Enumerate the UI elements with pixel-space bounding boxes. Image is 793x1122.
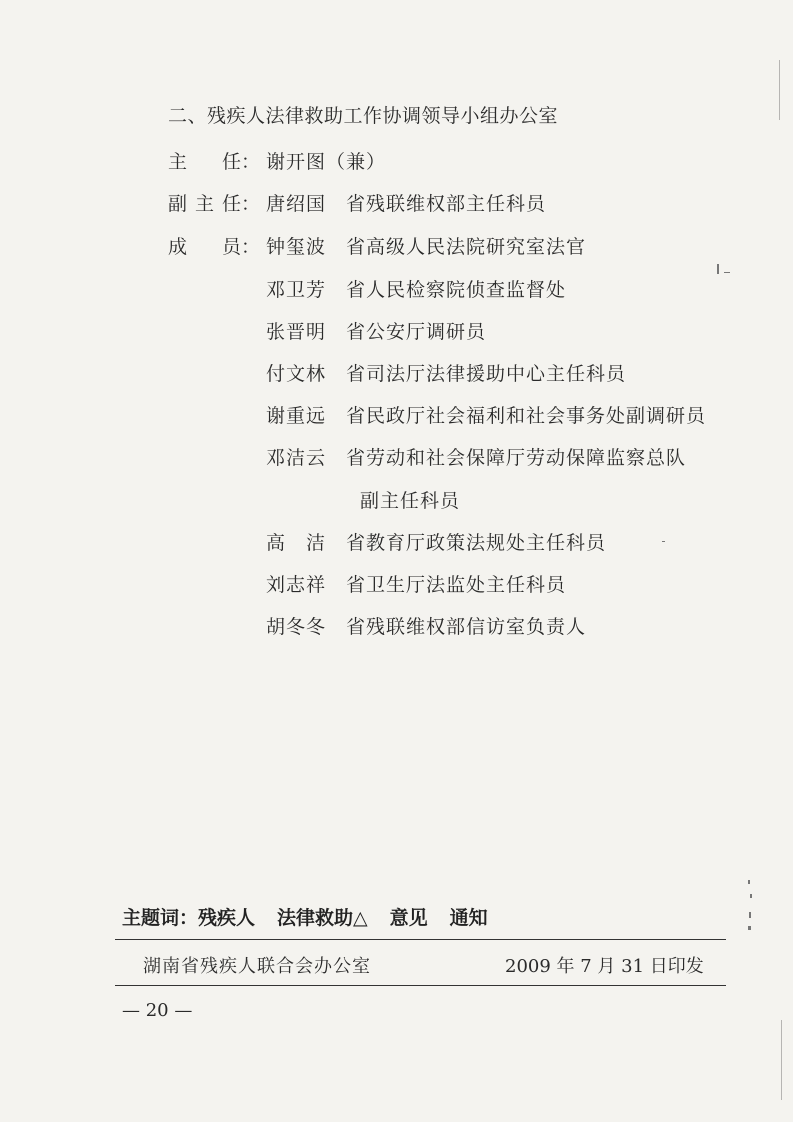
scan-speck <box>749 912 751 918</box>
member-name: 刘志祥 <box>266 574 327 596</box>
scan-speck <box>750 894 752 898</box>
member-duty: 省人民检察院侦查监督处 <box>346 279 567 301</box>
role-char: 成 <box>168 236 188 258</box>
role-char: 主 <box>168 151 188 173</box>
members-role-label <box>168 232 260 259</box>
footer-rule-top <box>115 939 726 940</box>
deputy-director-name: 唐绍国 <box>266 193 327 215</box>
member-name: 谢重远 <box>266 405 327 427</box>
section-title: 二、残疾人法律救助工作协调领导小组办公室 <box>168 105 559 127</box>
role-char: 员： <box>221 236 260 258</box>
member-name: 付文林 <box>266 363 327 385</box>
keyword: 通知 <box>449 907 488 929</box>
keyword: 残疾人 <box>198 907 256 929</box>
member-duty: 省残联维权部信访室负责人 <box>346 616 587 638</box>
role-char: 主 <box>194 193 214 215</box>
deputy-director-role-label <box>168 189 260 216</box>
member-name: 胡冬冬 <box>266 616 327 638</box>
director-role-label <box>168 147 260 174</box>
member-name: 张晋明 <box>266 321 327 343</box>
director-name: 谢开图（兼） <box>266 151 387 173</box>
member-duty: 省公安厅调研员 <box>346 321 487 343</box>
keywords-label: 主题词： <box>122 907 199 929</box>
member-name: 邓洁云 <box>266 447 327 469</box>
scan-speck <box>781 1020 782 1100</box>
member-duty: 省司法厅法律援助中心主任科员 <box>346 363 627 385</box>
page-number: — 20 — <box>122 1000 193 1021</box>
issuer: 湖南省残疾人联合会办公室 <box>143 956 371 977</box>
member-name: 钟玺波 <box>266 236 327 258</box>
member-duty-line2: 副主任科员 <box>360 490 461 512</box>
role-char: 任： <box>221 193 260 215</box>
member-duty: 省卫生厅法监处主任科员 <box>346 574 567 596</box>
role-char: 副 <box>168 193 188 215</box>
scan-speck <box>662 541 665 542</box>
scan-speck <box>724 272 730 273</box>
member-duty: 省民政厅社会福利和社会事务处副调研员 <box>346 405 707 427</box>
member-duty: 省教育厅政策法规处主任科员 <box>346 532 607 554</box>
scan-speck <box>748 926 751 930</box>
scan-speck <box>779 60 780 120</box>
keyword: 意见 <box>389 907 428 929</box>
scan-speck <box>748 880 750 884</box>
deputy-director-duty: 省残联维权部主任科员 <box>346 193 547 215</box>
issue-date: 2009 年 7 月 31 日印发 <box>505 956 704 977</box>
member-duty: 省高级人民法院研究室法官 <box>346 236 587 258</box>
scan-speck <box>717 264 719 274</box>
member-name: 邓卫芳 <box>266 279 327 301</box>
member-name: 高 洁 <box>266 532 327 554</box>
keyword: 法律救助△ <box>277 907 368 929</box>
footer-rule-bottom <box>115 985 726 986</box>
role-char: 任： <box>221 151 260 173</box>
subject-keywords <box>122 903 510 930</box>
member-duty: 省劳动和社会保障厅劳动保障监察总队 <box>346 447 687 469</box>
